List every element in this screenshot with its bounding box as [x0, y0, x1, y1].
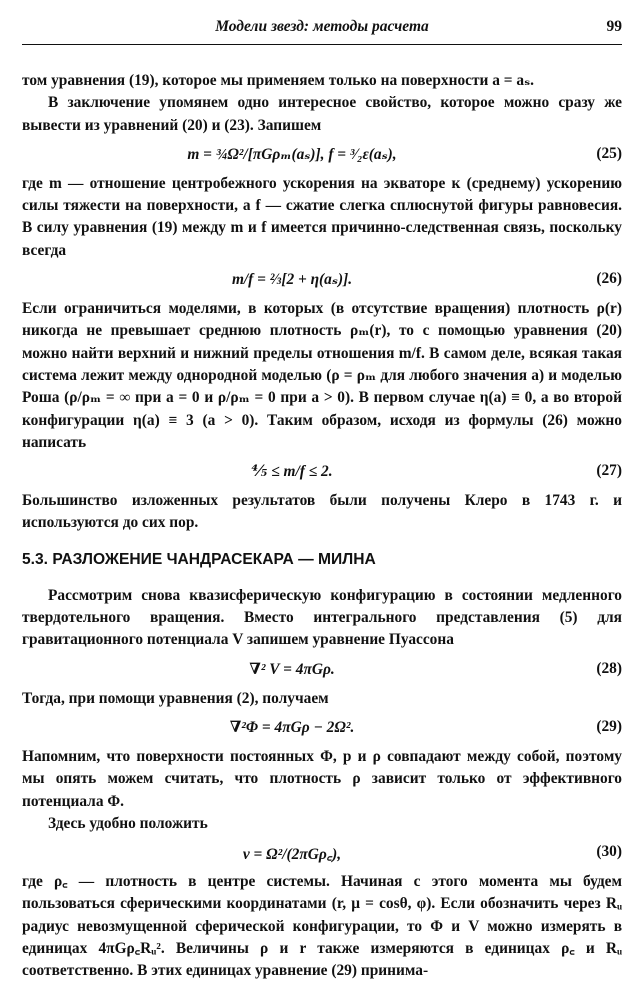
equation-expression: m/f = ⅔[2 + η(aₛ)].: [231, 271, 353, 289]
running-title: Модели звезд: методы расчета: [215, 18, 429, 35]
paragraph: Напомним, что поверхности постоянных Φ, p и ρ совпадают между собой, поэтому мы опять можем считать, что плотность ρ зависит только от эффективного потенциала Φ.: [22, 747, 622, 810]
equation-expression: ⅘ ≤ m/f ≤ 2.: [251, 463, 333, 481]
equation: [22, 262, 622, 298]
equation: [22, 652, 622, 688]
equation-number: (25): [596, 144, 622, 162]
page-body: [22, 70, 622, 983]
paragraph: Тогда, при помощи уравнения (2), получаем: [22, 689, 329, 707]
equation: [22, 710, 622, 746]
section-heading: 5.3. РАЗЛОЖЕНИЕ ЧАНДРАСЕКАРА — МИЛНА: [22, 550, 376, 568]
equation: [22, 137, 622, 173]
equation: [22, 454, 622, 490]
equation: [22, 835, 622, 871]
equation-number: (26): [596, 270, 622, 288]
equation-number: (30): [596, 843, 622, 861]
equation-number: (27): [596, 462, 622, 480]
paragraph: где ρ꜀ — плотность в центре системы. Начиная с этого момента мы будем пользоваться сферическими координатами (r, μ = cosθ, φ). Если обозначить через Rᵤ радиус невозмущенной сферической конфигурации, то Φ и V можно измерять в единицах 4πGρ꜀Rᵤ². Величины ρ и r также измеряются в единицах ρ꜀ и Rᵤ соответственно. В этих единицах уравнение (29) принима-: [22, 873, 622, 980]
running-header: [22, 14, 622, 45]
page-number: 99: [606, 18, 622, 35]
equation-number: (29): [596, 717, 622, 735]
equation-expression: m = ¾Ω²/[πGρₘ(aₛ)], f = ³⁄₂ε(aₛ),: [187, 145, 397, 163]
paragraph: Если ограничиться моделями, в которых (в отсутствие вращения) плотность ρ(r) никогда не превышает среднюю плотность ρₘ(r), то с помощью уравнения (20) можно найти верхний и нижний пределы отношения m/f. В самом деле, всякая такая система лежит между однородной моделью (ρ = ρₘ для любого значения a) и моделью Роша (ρ/ρₘ = ∞ при a = 0 и ρ/ρₘ = 0 при a > 0). В первом случае η(a) ≡ 0, а во второй конфигурации η(a) ≡ 3 (a > 0). Таким образом, исходя из формулы (26) можно написать: [22, 300, 622, 451]
paragraph: Здесь удобно положить: [48, 814, 208, 832]
paragraph: том уравнения (19), которое мы применяем только на поверхности a = aₛ.: [22, 72, 535, 89]
equation-number: (28): [596, 659, 622, 677]
paragraph: Большинство изложенных результатов были получены Клеро в 1743 г. и используются до сих пор.: [22, 492, 622, 532]
paragraph: где m — отношение центробежного ускорения на экваторе к (среднему) ускорению силы тяжести на поверхности, а f — сжатие слегка сплюснутой фигуры равновесия. В силу уравнения (19) между m и f имеется причинно-следственная связь, поскольку всегда: [22, 174, 622, 259]
paragraph: В заключение упомянем одно интересное свойство, которое можно сразу же вывести из уравнений (20) и (23). Запишем: [22, 94, 622, 134]
equation-expression: ∇² V = 4πGρ.: [249, 660, 335, 678]
spacer: [22, 571, 622, 585]
paragraph: Рассмотрим снова квазисферическую конфигурацию в состоянии медленного твердотельного вращения. Вместо интегрального представления (5) для гравитационного потенциала V запишем уравнение Пуассона: [22, 586, 622, 649]
equation-expression: ∇²Φ = 4πGρ − 2Ω².: [229, 718, 355, 736]
equation-expression: v = Ω²/(2πGρ꜀),: [242, 846, 342, 864]
spacer: [22, 535, 622, 549]
